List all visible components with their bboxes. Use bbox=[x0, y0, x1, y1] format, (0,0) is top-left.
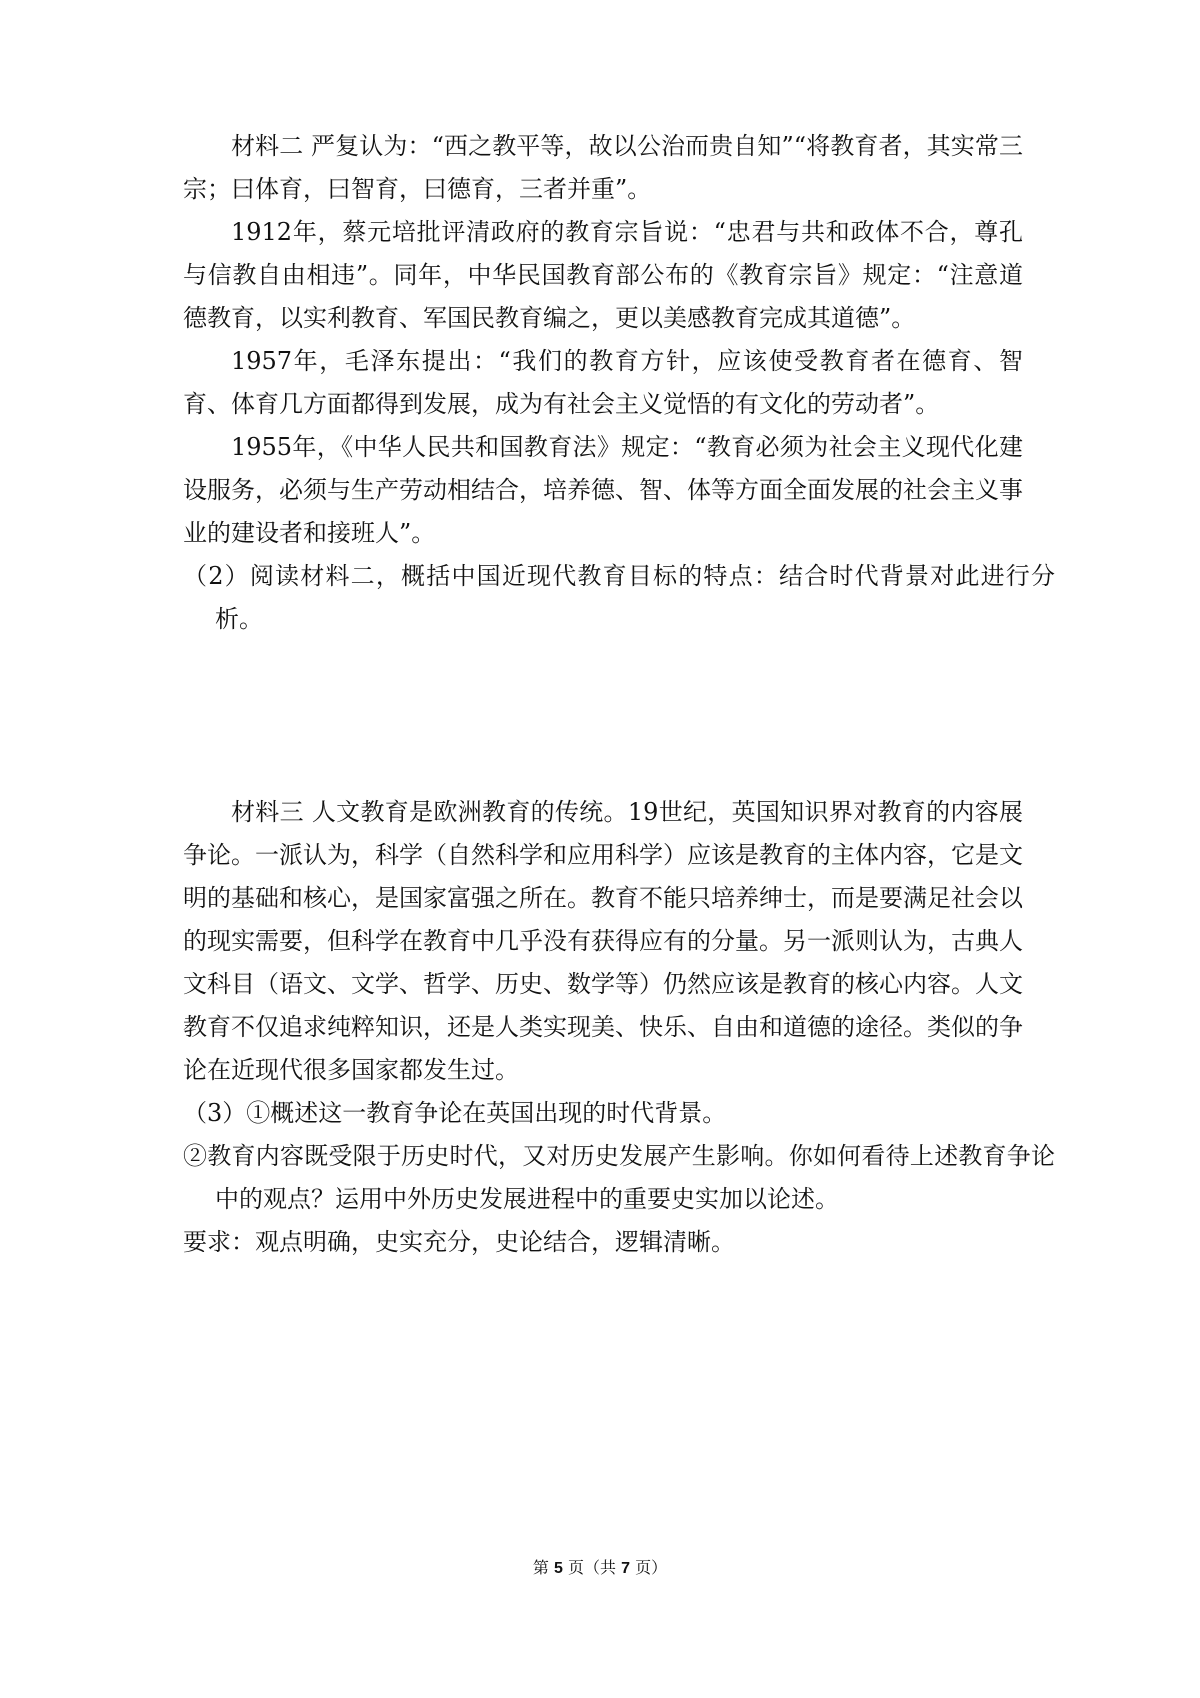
total-page-number: 7 bbox=[621, 1560, 630, 1577]
material2-mao-zedong-paragraph: 1957年，毛泽东提出：“我们的教育方针，应该使受教育者在德育、智育、体育几方面都得到发展，成为有社会主义觉悟的有文化的劳动者”。 bbox=[183, 347, 1023, 418]
page-footer bbox=[0, 1556, 1200, 1581]
footer-prefix: 第 bbox=[532, 1558, 549, 1577]
material2-cai-yuanpei-paragraph: 1912年，蔡元培批评清政府的教育宗旨说：“忠君与共和政体不合，尊孔与信教自由相违”。同年，中华民国教育部公布的《教育宗旨》规定：“注意道德教育，以实利教育、军国民教育编之，更以美感教育完成其道德”。 bbox=[183, 218, 1023, 332]
material2-education-law-paragraph: 1955年，《中华人民共和国教育法》规定：“教育必须为社会主义现代化建设服务，必须与生产劳动相结合，培养德、智、体等方面全面发展的社会主义事业的建设者和接班人”。 bbox=[183, 433, 1023, 547]
material2-yanfu-paragraph: 材料二 严复认为：“西之教平等，故以公治而贵自知”“将教育者，其实常三宗；曰体育，曰智育，曰德育，三者并重”。 bbox=[183, 132, 1023, 203]
material3-paragraph: 材料三 人文教育是欧洲教育的传统。19世纪，英国知识界对教育的内容展争论。一派认为，科学（自然科学和应用科学）应该是教育的主体内容，它是文明的基础和核心，是国家富强之所在。教育不能只培养绅士，而是要满足社会以的现实需要，但科学在教育中几乎没有获得应有的分量。另一派则认为，古典人文科目（语文、文学、哲学、历史、数学等）仍然应该是教育的核心内容。人文教育不仅追求纯粹知识，还是人类实现美、快乐、自由和道德的途径。类似的争论在近现代很多国家都发生过。 bbox=[183, 798, 1023, 1084]
question-3-part-1: （3）①概述这一教育争论在英国出现的时代背景。 bbox=[183, 1099, 727, 1127]
current-page-number: 5 bbox=[553, 1560, 563, 1577]
footer-suffix: 页） bbox=[635, 1558, 668, 1577]
question-3-part-2: ②教育内容既受限于历史时代，又对历史发展产生影响。你如何看待上述教育争论中的观点？运用中外历史发展进程中的重要史实加以论述。 bbox=[183, 1142, 1055, 1213]
answer-requirement: 要求：观点明确，史实充分，史论结合，逻辑清晰。 bbox=[183, 1228, 735, 1256]
question-2: （2）阅读材料二，概括中国近现代教育目标的特点：结合时代背景对此进行分析。 bbox=[183, 562, 1055, 633]
footer-middle: 页（共 bbox=[567, 1558, 616, 1577]
